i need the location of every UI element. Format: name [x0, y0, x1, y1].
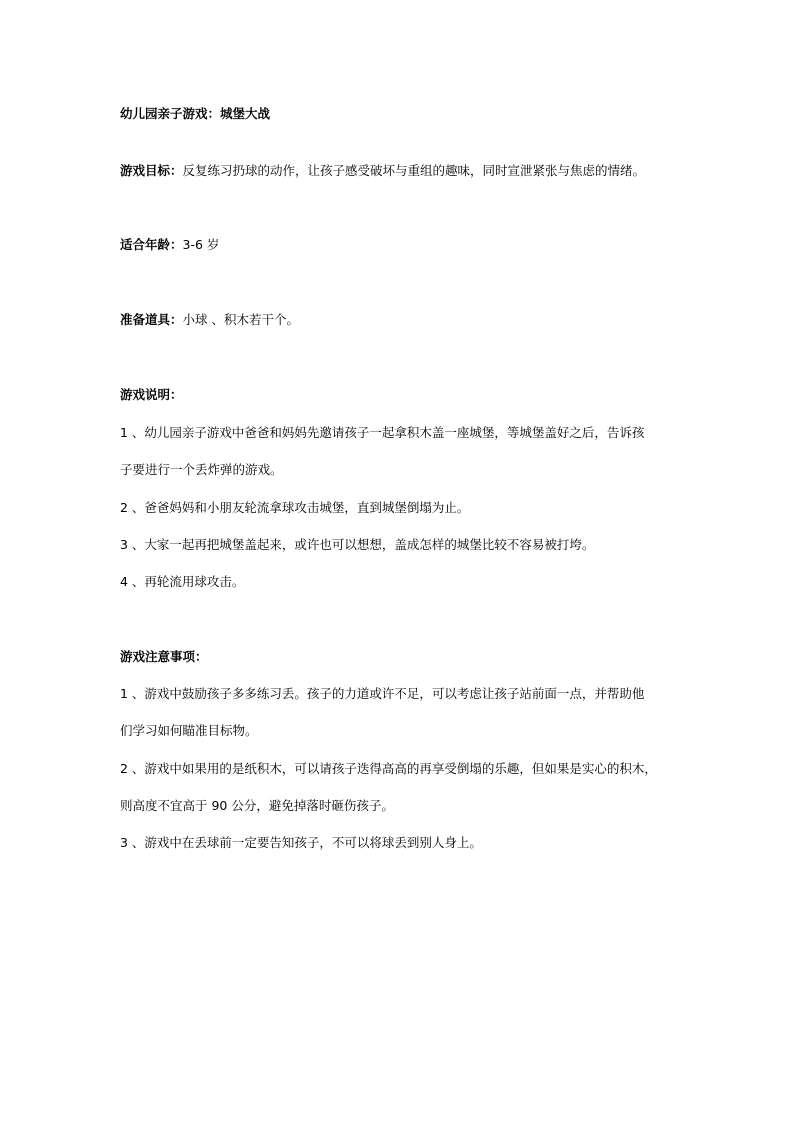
notes-line: 则高度不宜高于 90 公分，避免掉落时砸伤孩子。	[120, 798, 394, 813]
notes-line: 3 、游戏中在丢球前一定要告知孩子，不可以将球丢到别人身上。	[120, 835, 482, 850]
props-label: 准备道具：	[120, 312, 183, 327]
props-paragraph	[120, 311, 680, 329]
instructions-line: 2 、爸爸妈妈和小朋友轮流拿球攻击城堡，直到城堡倒塌为止。	[120, 500, 470, 515]
age-label: 适合年龄：	[120, 237, 183, 252]
notes-line: 们学习如何瞄准目标物。	[120, 723, 258, 738]
notes-heading: 游戏注意事项：	[120, 649, 208, 664]
goal-text: 反复练习扔球的动作，让孩子感受破坏与重组的趣味，同时宣泄紧张与焦虑的情绪。	[182, 163, 646, 178]
instructions-line: 1 、幼儿园亲子游戏中爸爸和妈妈先邀请孩子一起拿积木盖一座城堡，等城堡盖好之后，告诉孩	[120, 425, 645, 440]
instructions-line: 4 、再轮流用球攻击。	[120, 574, 245, 589]
age-paragraph	[120, 236, 680, 254]
age-text: 3-6 岁	[182, 237, 220, 252]
document-title: 幼儿园亲子游戏：城堡大战	[120, 106, 271, 121]
instructions-heading: 游戏说明：	[120, 387, 183, 402]
instructions-line: 3 、大家一起再把城堡盖起来，或许也可以想想，盖成怎样的城堡比较不容易被打垮。	[120, 537, 595, 552]
goal-paragraph	[120, 162, 680, 180]
notes-line: 2 、游戏中如果用的是纸积木，可以请孩子迭得高高的再享受倒塌的乐趣，但如果是实心的积木，	[120, 761, 657, 776]
goal-label: 游戏目标：	[120, 163, 183, 178]
notes-line: 1 、游戏中鼓励孩子多多练习丢。孩子的力道或许不足，可以考虑让孩子站前面一点，并帮助他	[120, 686, 645, 701]
instructions-line: 子要进行一个丢炸弹的游戏。	[120, 462, 283, 477]
props-text: 小球 、积木若干个。	[182, 312, 299, 327]
